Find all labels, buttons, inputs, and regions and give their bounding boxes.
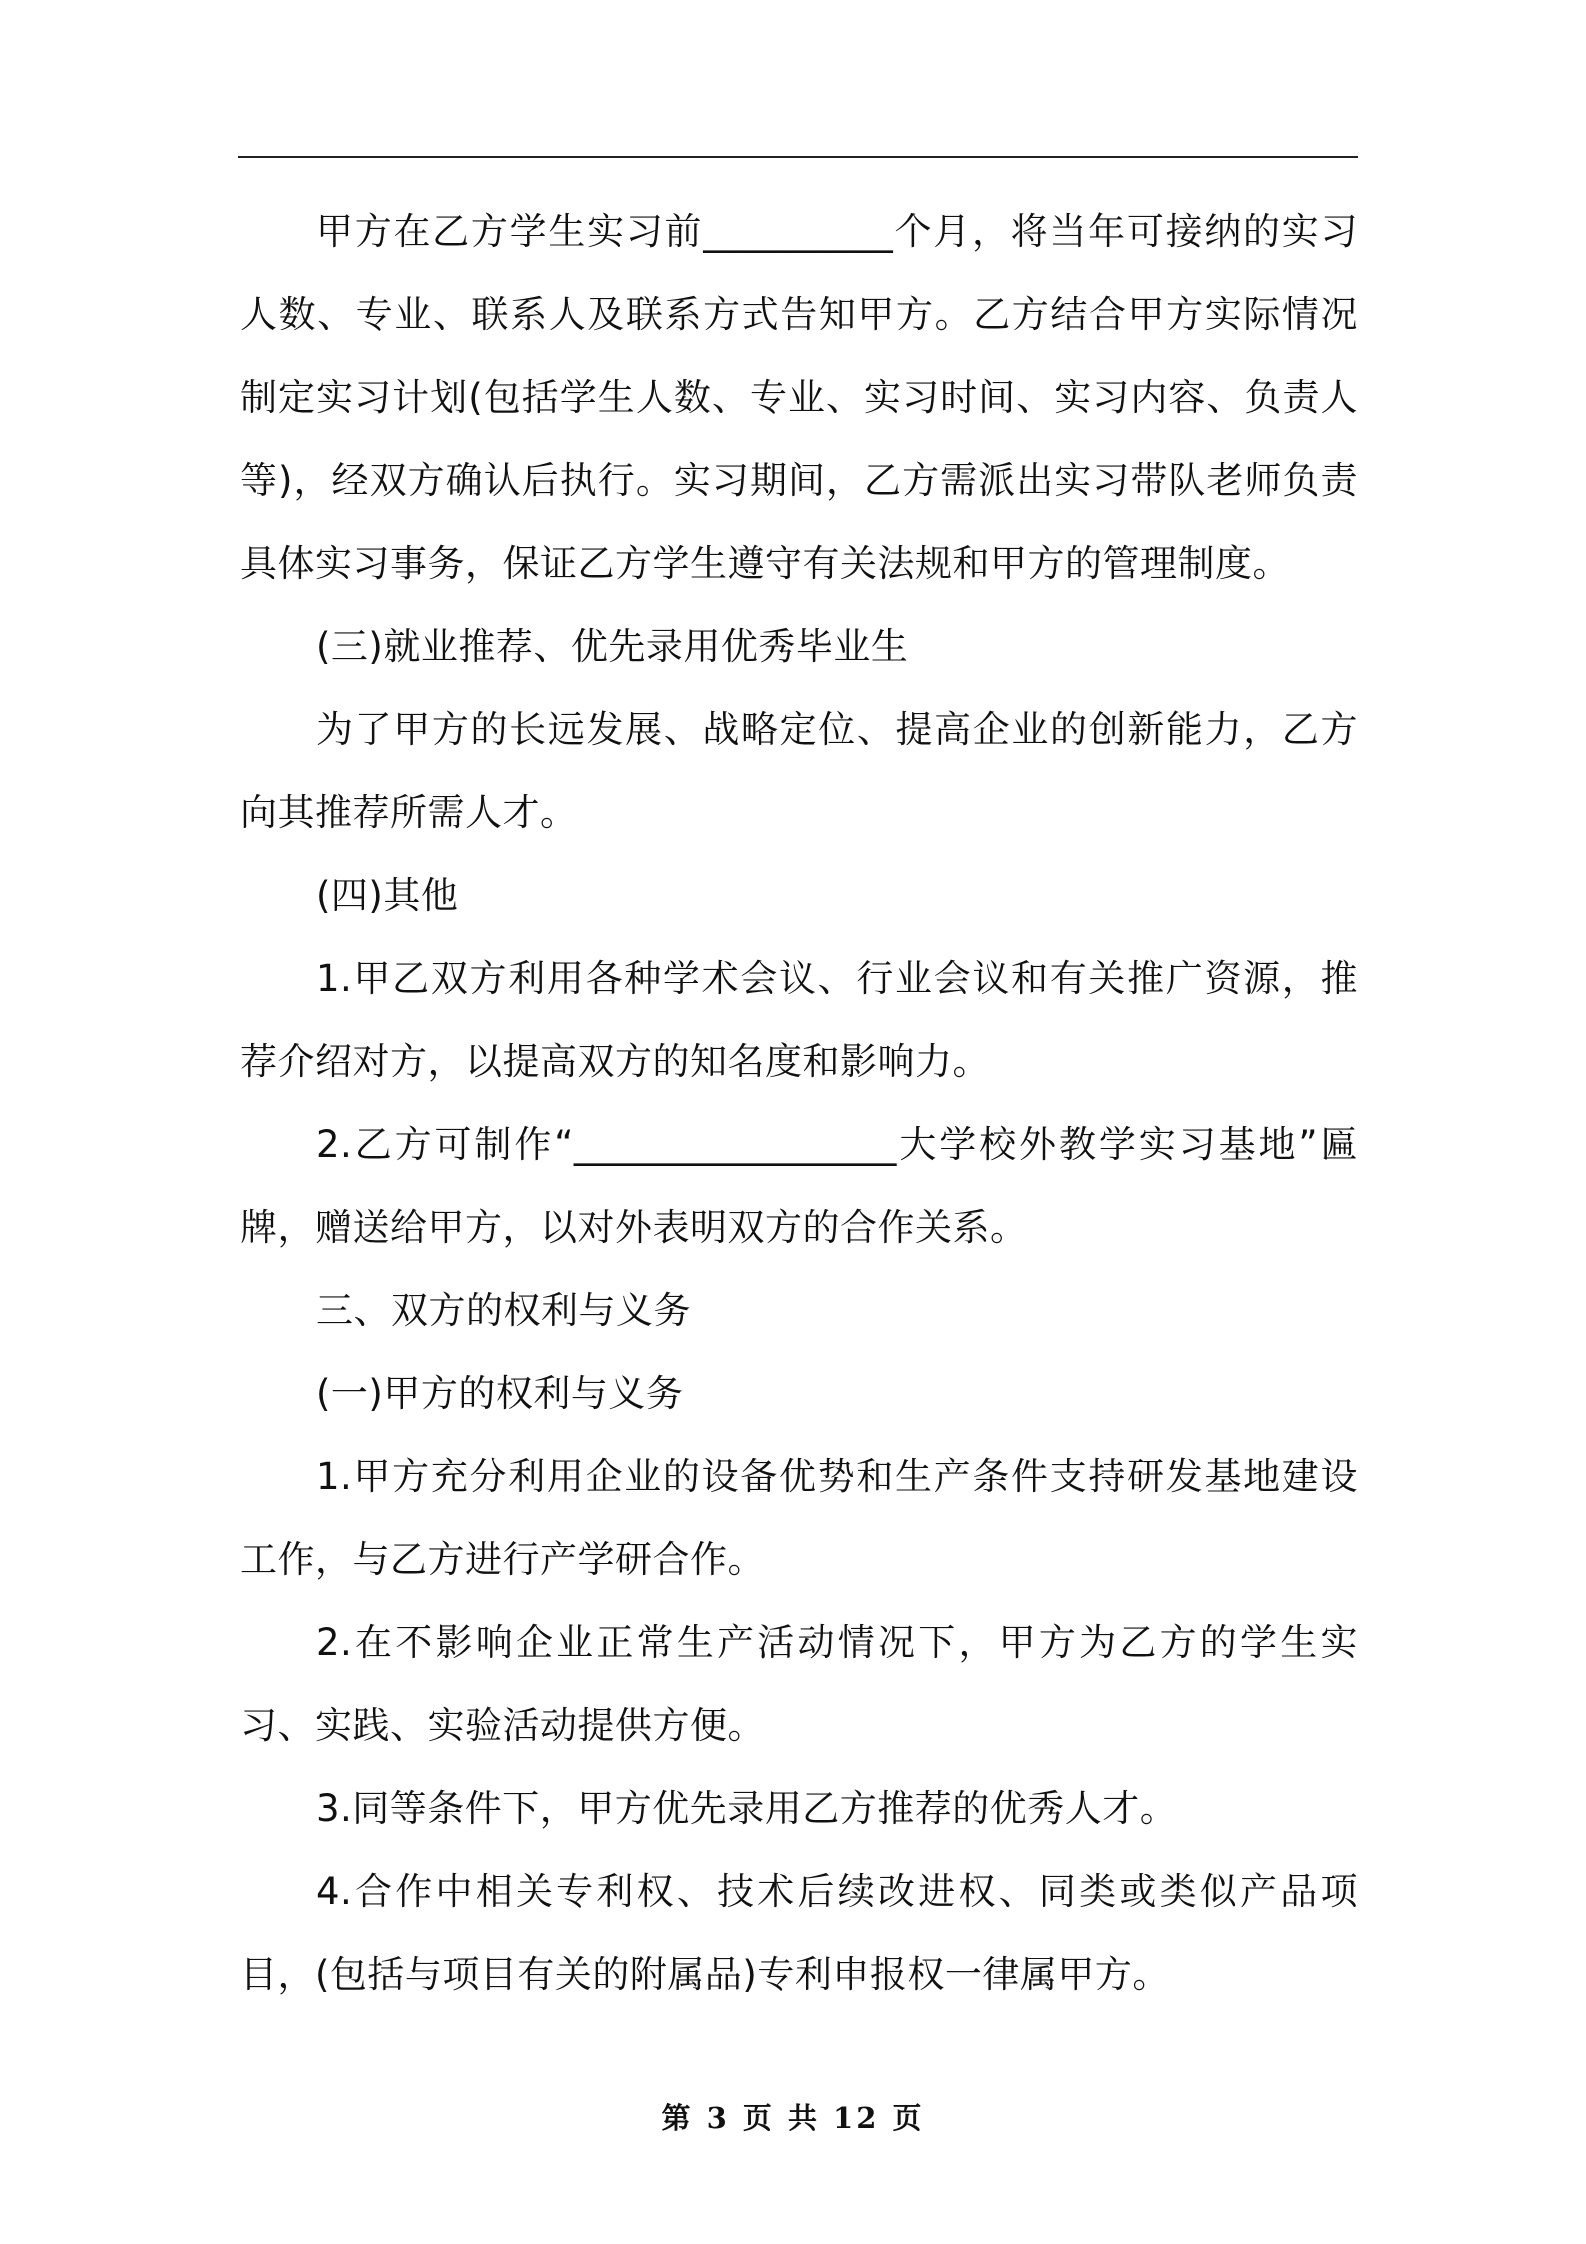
heading-other: (四)其他 <box>316 874 459 917</box>
heading-rights-obligations: 三、双方的权利与义务 <box>316 1289 691 1332</box>
heading-party-a-rights: (一)甲方的权利与义务 <box>316 1372 684 1415</box>
document-body <box>240 190 1358 2016</box>
paragraph-other-item-1: 1.甲乙双方利用各种学术会议、行业会议和有关推广资源，推荐介绍对方，以提高双方的知名度和影响力。 <box>240 957 1358 1083</box>
paragraph-party-a-item-2: 2.在不影响企业正常生产活动情况下，甲方为乙方的学生实习、实践、实验活动提供方便。 <box>240 1621 1358 1747</box>
heading-employment-recommendation: (三)就业推荐、优先录用优秀毕业生 <box>316 625 909 668</box>
paragraph-party-a-item-3: 3.同等条件下，甲方优先录用乙方推荐的优秀人才。 <box>316 1787 1178 1830</box>
paragraph-other-item-2: 2.乙方可制作“_________________大学校外教学实习基地”匾牌，赠送给甲方，以对外表明双方的合作关系。 <box>240 1123 1358 1249</box>
paragraph-internship-arrangement: 甲方在乙方学生实习前__________个月，将当年可接纳的实习人数、专业、联系人及联系方式告知甲方。乙方结合甲方实际情况制定实习计划(包括学生人数、专业、实习时间、实习内容、负责人等)，经双方确认后执行。实习期间，乙方需派出实习带队老师负责具体实习事务，保证乙方学生遵守有关法规和甲方的管理制度。 <box>240 210 1358 585</box>
page-number: 第 3 页 共 12 页 <box>661 2101 925 2135</box>
paragraph-party-a-item-1: 1.甲方充分利用企业的设备优势和生产条件支持研发基地建设工作，与乙方进行产学研合作。 <box>240 1455 1358 1581</box>
header-rule <box>238 156 1358 158</box>
paragraph-party-a-item-4: 4.合作中相关专利权、技术后续改进权、同类或类似产品项目，(包括与项目有关的附属品)专利申报权一律属甲方。 <box>240 1870 1358 1996</box>
paragraph-talent-recommendation: 为了甲方的长远发展、战略定位、提高企业的创新能力，乙方向其推荐所需人才。 <box>240 708 1358 834</box>
